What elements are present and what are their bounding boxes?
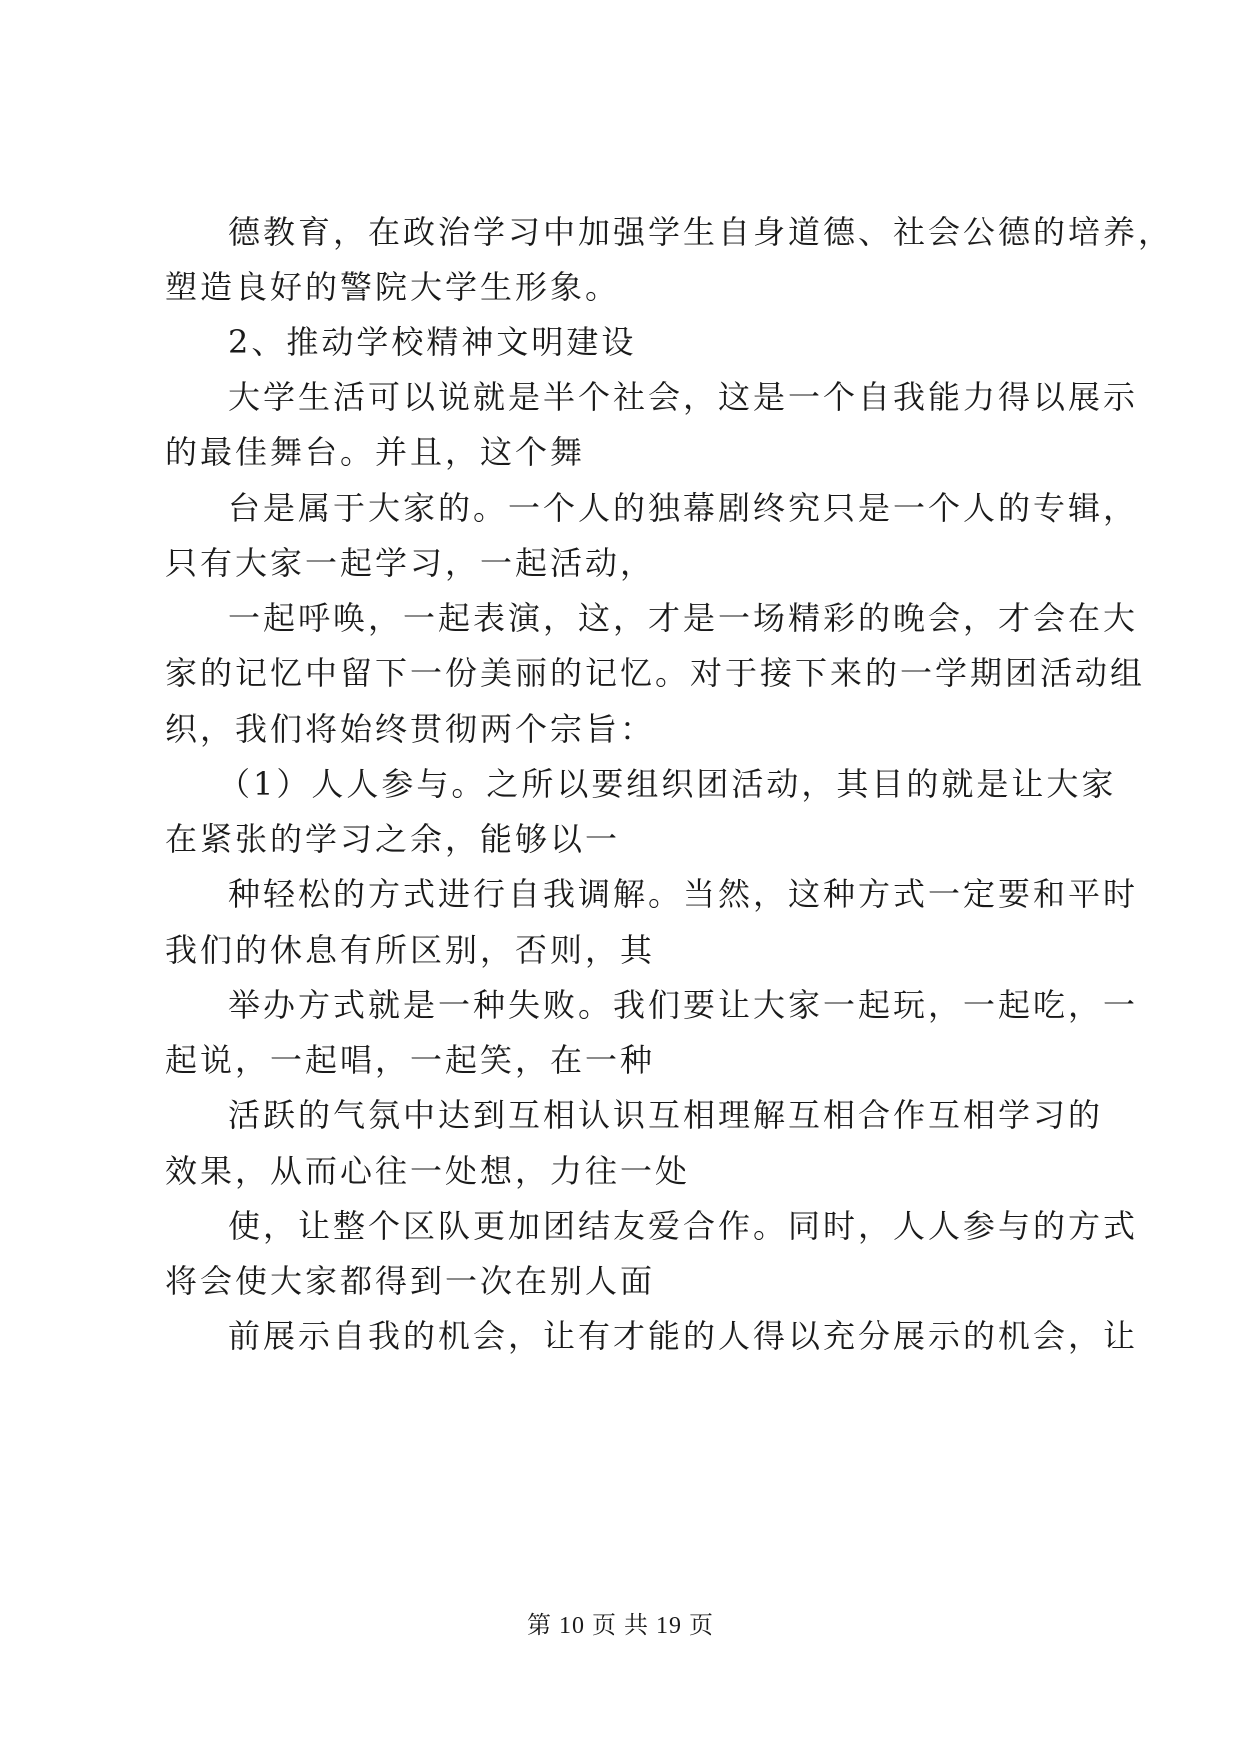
text-line: 一起呼唤，一起表演，这，才是一场精彩的晚会，才会在大 xyxy=(228,599,1139,637)
text-line: 在紧张的学习之余，能够以一 xyxy=(165,820,621,858)
text-line: 大学生活可以说就是半个社会，这是一个自我能力得以展示 xyxy=(228,378,1139,416)
text-line: 效果，从而心往一处想，力往一处 xyxy=(165,1152,691,1190)
page-number-footer: 第 10 页 共 19 页 xyxy=(527,1613,714,1639)
text-line: 活跃的气氛中达到互相认识互相理解互相合作互相学习的 xyxy=(228,1096,1104,1134)
list-item-heading: （1）人人参与。之所以要组织团活动，其目的就是让大家 xyxy=(218,765,1117,803)
text-line: 的最佳舞台。并且，这个舞 xyxy=(165,433,586,471)
section-heading: 2、推动学校精神文明建设 xyxy=(228,323,637,361)
text-line: 举办方式就是一种失败。我们要让大家一起玩，一起吃，一 xyxy=(228,986,1139,1024)
text-line: 我们的休息有所区别，否则，其 xyxy=(165,931,656,969)
text-line: 起说，一起唱，一起笑，在一种 xyxy=(165,1041,656,1079)
text-line: 台是属于大家的。一个人的独幕剧终究只是一个人的专辑， xyxy=(228,489,1139,527)
text-line: 德教育，在政治学习中加强学生自身道德、社会公德的培养， xyxy=(228,213,1174,251)
text-line: 塑造良好的警院大学生形象。 xyxy=(165,268,621,306)
text-line: 前展示自我的机会，让有才能的人得以充分展示的机会，让 xyxy=(228,1317,1139,1355)
text-line: 使，让整个区队更加团结友爱合作。同时，人人参与的方式 xyxy=(228,1207,1139,1245)
text-line: 织，我们将始终贯彻两个宗旨： xyxy=(165,710,656,748)
text-line: 只有大家一起学习，一起活动， xyxy=(165,544,656,582)
text-line: 家的记忆中留下一份美丽的记忆。对于接下来的一学期团活动组 xyxy=(165,654,1146,692)
text-line: 将会使大家都得到一次在别人面 xyxy=(165,1262,656,1300)
text-line: 种轻松的方式进行自我调解。当然，这种方式一定要和平时 xyxy=(228,875,1139,913)
